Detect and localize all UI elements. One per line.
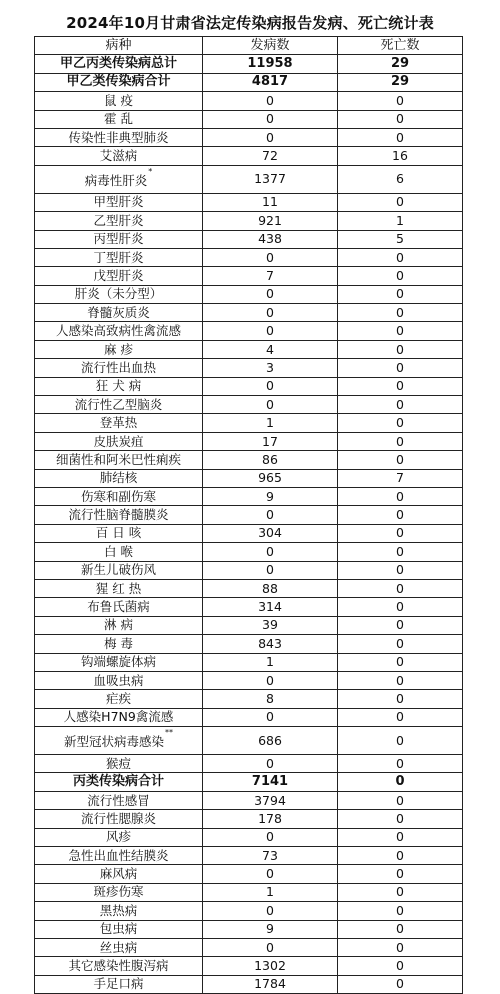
cases-cell: 7141 bbox=[203, 773, 338, 791]
cases-cell: 1784 bbox=[203, 975, 338, 993]
deaths-cell: 0 bbox=[338, 938, 463, 956]
table-row bbox=[35, 598, 463, 616]
footnote-mark: * bbox=[148, 166, 153, 176]
disease-name: 脊髓灰质炎 bbox=[87, 304, 150, 320]
disease-name-cell bbox=[35, 579, 203, 597]
table-row bbox=[35, 727, 463, 755]
table-row bbox=[35, 653, 463, 671]
deaths-cell: 0 bbox=[338, 487, 463, 505]
disease-name-cell bbox=[35, 902, 203, 920]
deaths-cell: 0 bbox=[338, 304, 463, 322]
cases-cell: 921 bbox=[203, 212, 338, 230]
header-cases: 发病数 bbox=[203, 37, 338, 55]
disease-name-cell bbox=[35, 957, 203, 975]
disease-name-cell bbox=[35, 432, 203, 450]
table-header-row bbox=[35, 37, 463, 55]
disease-name: 斑疹伤寒 bbox=[93, 884, 144, 900]
disease-name: 艾滋病 bbox=[99, 148, 138, 164]
deaths-cell: 0 bbox=[338, 377, 463, 395]
deaths-cell: 7 bbox=[338, 469, 463, 487]
disease-name-cell bbox=[35, 165, 203, 193]
table-row bbox=[35, 322, 463, 340]
disease-name-cell bbox=[35, 791, 203, 809]
deaths-cell: 0 bbox=[338, 359, 463, 377]
disease-name-cell bbox=[35, 285, 203, 303]
table-row bbox=[35, 828, 463, 846]
deaths-cell: 0 bbox=[338, 690, 463, 708]
disease-name-cell bbox=[35, 230, 203, 248]
disease-name: 甲乙类传染病合计 bbox=[66, 74, 171, 90]
cases-cell: 86 bbox=[203, 451, 338, 469]
table-row bbox=[35, 543, 463, 561]
disease-name-cell bbox=[35, 690, 203, 708]
statistics-table bbox=[34, 36, 463, 994]
deaths-cell: 0 bbox=[338, 432, 463, 450]
cases-cell: 17 bbox=[203, 432, 338, 450]
disease-name: 猩 红 热 bbox=[95, 580, 142, 596]
deaths-cell: 29 bbox=[338, 55, 463, 73]
table-row bbox=[35, 285, 463, 303]
disease-name: 登革热 bbox=[99, 415, 138, 431]
disease-name-cell bbox=[35, 920, 203, 938]
deaths-cell: 0 bbox=[338, 810, 463, 828]
cases-cell: 9 bbox=[203, 487, 338, 505]
disease-name: 百 日 咳 bbox=[95, 525, 142, 541]
deaths-cell: 0 bbox=[338, 579, 463, 597]
disease-name-cell bbox=[35, 377, 203, 395]
disease-name-cell bbox=[35, 810, 203, 828]
disease-name: 流行性脑脊髓膜炎 bbox=[68, 507, 169, 523]
cases-cell: 0 bbox=[203, 561, 338, 579]
cases-cell: 0 bbox=[203, 377, 338, 395]
cases-cell: 8 bbox=[203, 690, 338, 708]
cases-cell: 9 bbox=[203, 920, 338, 938]
cases-cell: 88 bbox=[203, 579, 338, 597]
disease-name-cell bbox=[35, 193, 203, 211]
cases-cell: 39 bbox=[203, 616, 338, 634]
deaths-cell: 0 bbox=[338, 396, 463, 414]
disease-name-cell bbox=[35, 561, 203, 579]
header-disease: 病种 bbox=[35, 37, 203, 55]
cases-cell: 0 bbox=[203, 92, 338, 110]
disease-name-cell bbox=[35, 975, 203, 993]
cases-cell: 843 bbox=[203, 635, 338, 653]
disease-name-cell bbox=[35, 212, 203, 230]
disease-name: 病毒性肝炎 bbox=[84, 172, 148, 188]
deaths-cell: 0 bbox=[338, 110, 463, 128]
cases-cell: 0 bbox=[203, 902, 338, 920]
disease-name-cell bbox=[35, 708, 203, 726]
disease-name: 丙型肝炎 bbox=[93, 231, 144, 247]
disease-name-cell bbox=[35, 543, 203, 561]
disease-name: 麻风病 bbox=[99, 866, 138, 882]
table-row bbox=[35, 579, 463, 597]
cases-cell: 0 bbox=[203, 755, 338, 773]
table-row bbox=[35, 773, 463, 791]
table-row bbox=[35, 432, 463, 450]
table-row bbox=[35, 193, 463, 211]
deaths-cell: 6 bbox=[338, 165, 463, 193]
table-row bbox=[35, 73, 463, 91]
disease-name-cell bbox=[35, 671, 203, 689]
table-row bbox=[35, 110, 463, 128]
disease-name: 流行性感冒 bbox=[87, 792, 150, 808]
disease-name: 新生儿破伤风 bbox=[80, 562, 156, 578]
cases-cell: 11 bbox=[203, 193, 338, 211]
cases-cell: 0 bbox=[203, 248, 338, 266]
cases-cell: 0 bbox=[203, 708, 338, 726]
deaths-cell: 0 bbox=[338, 957, 463, 975]
footnote-mark: ** bbox=[165, 727, 173, 737]
cases-cell: 0 bbox=[203, 543, 338, 561]
disease-name: 流行性出血热 bbox=[80, 359, 156, 375]
cases-cell: 4817 bbox=[203, 73, 338, 91]
disease-name: 黑热病 bbox=[99, 902, 138, 918]
cases-cell: 178 bbox=[203, 810, 338, 828]
table-row bbox=[35, 975, 463, 993]
deaths-cell: 0 bbox=[338, 653, 463, 671]
deaths-cell: 0 bbox=[338, 128, 463, 146]
cases-cell: 0 bbox=[203, 110, 338, 128]
deaths-cell: 0 bbox=[338, 248, 463, 266]
cases-cell: 0 bbox=[203, 128, 338, 146]
deaths-cell: 29 bbox=[338, 73, 463, 91]
disease-name: 布鲁氏菌病 bbox=[87, 599, 150, 615]
deaths-cell: 0 bbox=[338, 847, 463, 865]
table-row bbox=[35, 957, 463, 975]
disease-name-cell bbox=[35, 359, 203, 377]
table-body bbox=[35, 55, 463, 994]
cases-cell: 0 bbox=[203, 671, 338, 689]
disease-name-cell bbox=[35, 773, 203, 791]
deaths-cell: 0 bbox=[338, 598, 463, 616]
table-row bbox=[35, 487, 463, 505]
deaths-cell: 0 bbox=[338, 828, 463, 846]
deaths-cell: 0 bbox=[338, 322, 463, 340]
disease-name-cell bbox=[35, 128, 203, 146]
disease-name: 麻 疹 bbox=[104, 341, 133, 357]
disease-name: 丙类传染病合计 bbox=[72, 774, 164, 790]
disease-name-cell bbox=[35, 267, 203, 285]
disease-name-cell bbox=[35, 451, 203, 469]
disease-name-cell bbox=[35, 340, 203, 358]
deaths-cell: 0 bbox=[338, 920, 463, 938]
cases-cell: 686 bbox=[203, 727, 338, 755]
disease-name: 鼠 疫 bbox=[104, 92, 133, 108]
deaths-cell: 0 bbox=[338, 727, 463, 755]
disease-name: 肝炎（未分型） bbox=[74, 286, 163, 302]
table-row bbox=[35, 304, 463, 322]
disease-name: 其它感染性腹泻病 bbox=[68, 958, 169, 974]
deaths-cell: 0 bbox=[338, 755, 463, 773]
cases-cell: 7 bbox=[203, 267, 338, 285]
deaths-cell: 0 bbox=[338, 451, 463, 469]
disease-name: 霍 乱 bbox=[104, 111, 133, 127]
disease-name: 白 喉 bbox=[104, 543, 133, 559]
disease-name-cell bbox=[35, 92, 203, 110]
table-row bbox=[35, 147, 463, 165]
deaths-cell: 0 bbox=[338, 506, 463, 524]
deaths-cell: 0 bbox=[338, 285, 463, 303]
disease-name-cell bbox=[35, 322, 203, 340]
table-row bbox=[35, 690, 463, 708]
disease-name-cell bbox=[35, 469, 203, 487]
disease-name: 丝虫病 bbox=[99, 939, 138, 955]
deaths-cell: 0 bbox=[338, 340, 463, 358]
cases-cell: 4 bbox=[203, 340, 338, 358]
disease-name: 乙型肝炎 bbox=[93, 212, 144, 228]
deaths-cell: 0 bbox=[338, 635, 463, 653]
table-row bbox=[35, 340, 463, 358]
cases-cell: 1377 bbox=[203, 165, 338, 193]
disease-name-cell bbox=[35, 55, 203, 73]
disease-name: 细菌性和阿米巴性痢疾 bbox=[55, 451, 181, 467]
disease-name: 手足口病 bbox=[93, 976, 144, 992]
disease-name: 人感染H7N9禽流感 bbox=[63, 709, 174, 725]
table-row bbox=[35, 671, 463, 689]
table-row bbox=[35, 810, 463, 828]
cases-cell: 965 bbox=[203, 469, 338, 487]
deaths-cell: 0 bbox=[338, 671, 463, 689]
disease-name: 淋 病 bbox=[104, 617, 133, 633]
cases-cell: 3 bbox=[203, 359, 338, 377]
disease-name-cell bbox=[35, 616, 203, 634]
table-row bbox=[35, 708, 463, 726]
table-row bbox=[35, 377, 463, 395]
disease-name: 甲型肝炎 bbox=[93, 194, 144, 210]
disease-name-cell bbox=[35, 883, 203, 901]
table-row bbox=[35, 230, 463, 248]
disease-name-cell bbox=[35, 110, 203, 128]
cases-cell: 0 bbox=[203, 304, 338, 322]
table-row bbox=[35, 451, 463, 469]
cases-cell: 11958 bbox=[203, 55, 338, 73]
table-row bbox=[35, 55, 463, 73]
cases-cell: 438 bbox=[203, 230, 338, 248]
disease-name: 甲乙丙类传染病总计 bbox=[59, 56, 177, 72]
cases-cell: 314 bbox=[203, 598, 338, 616]
cases-cell: 0 bbox=[203, 506, 338, 524]
cases-cell: 1 bbox=[203, 653, 338, 671]
disease-name: 流行性腮腺炎 bbox=[80, 810, 156, 826]
disease-name: 人感染高致病性禽流感 bbox=[55, 323, 181, 339]
disease-name-cell bbox=[35, 396, 203, 414]
cases-cell: 0 bbox=[203, 828, 338, 846]
cases-cell: 73 bbox=[203, 847, 338, 865]
disease-name: 猴痘 bbox=[105, 755, 131, 771]
deaths-cell: 16 bbox=[338, 147, 463, 165]
cases-cell: 1 bbox=[203, 414, 338, 432]
disease-name: 血吸虫病 bbox=[93, 672, 144, 688]
table-row bbox=[35, 248, 463, 266]
disease-name: 戊型肝炎 bbox=[93, 267, 144, 283]
disease-name: 梅 毒 bbox=[104, 635, 133, 651]
deaths-cell: 0 bbox=[338, 708, 463, 726]
deaths-cell: 0 bbox=[338, 883, 463, 901]
table-row bbox=[35, 524, 463, 542]
table-row bbox=[35, 938, 463, 956]
disease-name-cell bbox=[35, 727, 203, 755]
disease-name-cell bbox=[35, 755, 203, 773]
cases-cell: 1302 bbox=[203, 957, 338, 975]
disease-name-cell bbox=[35, 506, 203, 524]
disease-name-cell bbox=[35, 828, 203, 846]
disease-name-cell bbox=[35, 73, 203, 91]
deaths-cell: 0 bbox=[338, 561, 463, 579]
disease-name: 狂 犬 病 bbox=[95, 378, 142, 394]
disease-name-cell bbox=[35, 147, 203, 165]
table-row bbox=[35, 616, 463, 634]
cases-cell: 0 bbox=[203, 396, 338, 414]
cases-cell: 304 bbox=[203, 524, 338, 542]
table-row bbox=[35, 755, 463, 773]
disease-name-cell bbox=[35, 487, 203, 505]
deaths-cell: 0 bbox=[338, 773, 463, 791]
cases-cell: 0 bbox=[203, 322, 338, 340]
table-row bbox=[35, 212, 463, 230]
deaths-cell: 0 bbox=[338, 414, 463, 432]
table-row bbox=[35, 469, 463, 487]
disease-name: 传染性非典型肺炎 bbox=[68, 129, 169, 145]
disease-name: 疟疾 bbox=[105, 690, 131, 706]
disease-name-cell bbox=[35, 248, 203, 266]
table-row bbox=[35, 920, 463, 938]
disease-name: 皮肤炭疽 bbox=[93, 433, 144, 449]
deaths-cell: 0 bbox=[338, 865, 463, 883]
table-row bbox=[35, 92, 463, 110]
disease-name-cell bbox=[35, 304, 203, 322]
cases-cell: 0 bbox=[203, 938, 338, 956]
disease-name: 风疹 bbox=[105, 829, 131, 845]
deaths-cell: 0 bbox=[338, 791, 463, 809]
deaths-cell: 0 bbox=[338, 543, 463, 561]
deaths-cell: 0 bbox=[338, 902, 463, 920]
deaths-cell: 0 bbox=[338, 524, 463, 542]
disease-name-cell bbox=[35, 635, 203, 653]
deaths-cell: 1 bbox=[338, 212, 463, 230]
report-title: 2024年10月甘肃省法定传染病报告发病、死亡统计表 bbox=[66, 14, 434, 32]
table-row bbox=[35, 396, 463, 414]
deaths-cell: 0 bbox=[338, 267, 463, 285]
cases-cell: 1 bbox=[203, 883, 338, 901]
deaths-cell: 0 bbox=[338, 616, 463, 634]
table-row bbox=[35, 165, 463, 193]
disease-name: 肺结核 bbox=[99, 470, 138, 486]
disease-name-cell bbox=[35, 524, 203, 542]
table-row bbox=[35, 847, 463, 865]
table-row bbox=[35, 414, 463, 432]
disease-name: 钩端螺旋体病 bbox=[80, 654, 156, 670]
cases-cell: 72 bbox=[203, 147, 338, 165]
deaths-cell: 0 bbox=[338, 193, 463, 211]
disease-name: 急性出血性结膜炎 bbox=[68, 847, 169, 863]
disease-name: 伤寒和副伤寒 bbox=[80, 488, 156, 504]
table-row bbox=[35, 791, 463, 809]
table-row bbox=[35, 506, 463, 524]
deaths-cell: 5 bbox=[338, 230, 463, 248]
deaths-cell: 0 bbox=[338, 92, 463, 110]
table-row bbox=[35, 267, 463, 285]
disease-name: 流行性乙型脑炎 bbox=[74, 396, 163, 412]
table-row bbox=[35, 128, 463, 146]
disease-name-cell bbox=[35, 847, 203, 865]
disease-name: 新型冠状病毒感染 bbox=[63, 734, 164, 750]
cases-cell: 3794 bbox=[203, 791, 338, 809]
disease-name: 包虫病 bbox=[99, 921, 138, 937]
disease-name-cell bbox=[35, 653, 203, 671]
disease-name-cell bbox=[35, 938, 203, 956]
table-row bbox=[35, 359, 463, 377]
disease-name-cell bbox=[35, 598, 203, 616]
table-row bbox=[35, 635, 463, 653]
deaths-cell: 0 bbox=[338, 975, 463, 993]
cases-cell: 0 bbox=[203, 285, 338, 303]
table-row bbox=[35, 902, 463, 920]
table-row bbox=[35, 883, 463, 901]
disease-name-cell bbox=[35, 414, 203, 432]
table-row bbox=[35, 561, 463, 579]
cases-cell: 0 bbox=[203, 865, 338, 883]
header-deaths: 死亡数 bbox=[338, 37, 463, 55]
disease-name: 丁型肝炎 bbox=[93, 249, 144, 265]
